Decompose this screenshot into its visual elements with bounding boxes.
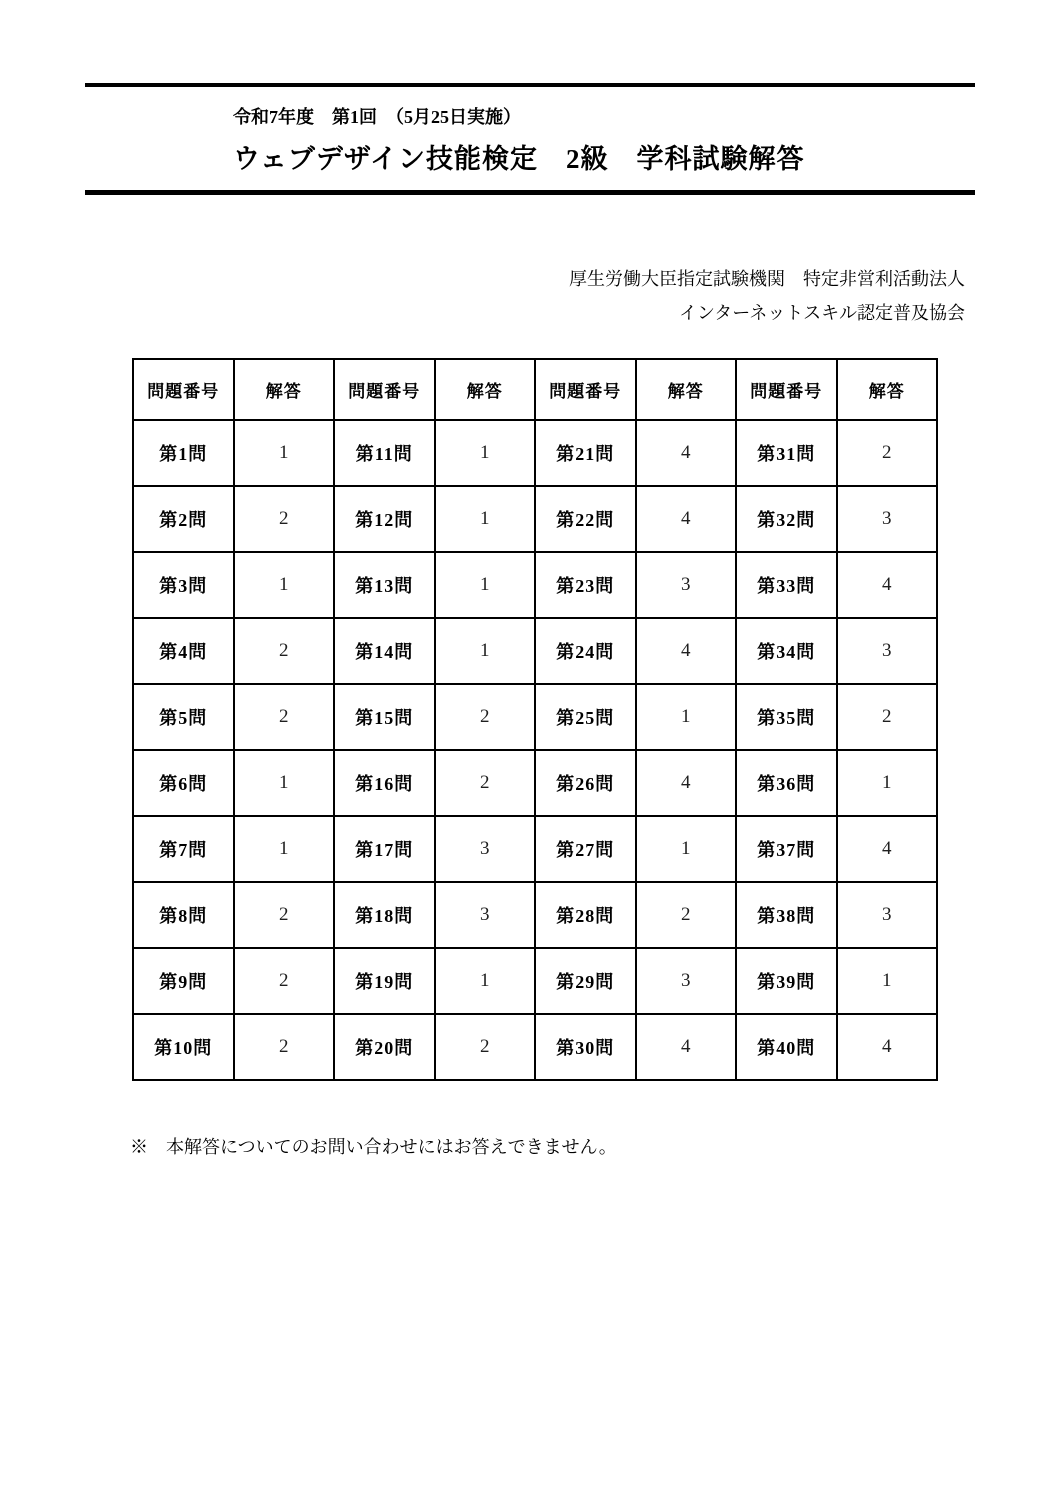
column-header: 問題番号 [535,359,636,420]
answer-cell: 2 [234,486,335,552]
question-number-cell: 第25問 [535,684,636,750]
answer-cell: 2 [234,882,335,948]
page-title: ウェブデザイン技能検定 2級 学科試験解答 [233,144,805,174]
question-number-cell: 第20問 [334,1014,435,1080]
table-row [133,948,937,1014]
column-header: 問題番号 [334,359,435,420]
answer-table [132,358,938,1081]
answer-cell: 3 [837,618,938,684]
table-row [133,882,937,948]
organization-line-1: 厚生労働大臣指定試験機関 特定非営利活動法人 [569,269,965,289]
answer-cell: 3 [435,882,536,948]
answer-cell: 1 [636,816,737,882]
organization-block [569,262,965,330]
question-number-cell: 第8問 [133,882,234,948]
table-header-row [133,359,937,420]
answer-cell: 2 [234,1014,335,1080]
table-row [133,552,937,618]
question-number-cell: 第24問 [535,618,636,684]
answer-cell: 4 [837,1014,938,1080]
answer-cell: 3 [837,486,938,552]
question-number-cell: 第39問 [736,948,837,1014]
question-number-cell: 第27問 [535,816,636,882]
question-number-cell: 第12問 [334,486,435,552]
answer-cell: 4 [636,486,737,552]
answer-cell: 2 [435,684,536,750]
answer-cell: 4 [636,750,737,816]
question-number-cell: 第28問 [535,882,636,948]
question-number-cell: 第22問 [535,486,636,552]
question-number-cell: 第16問 [334,750,435,816]
question-number-cell: 第13問 [334,552,435,618]
question-number-cell: 第1問 [133,420,234,486]
table-row [133,1014,937,1080]
question-number-cell: 第11問 [334,420,435,486]
footnote: ※ 本解答についてのお問い合わせにはお答えできません。 [130,1137,617,1157]
column-header: 解答 [234,359,335,420]
question-number-cell: 第4問 [133,618,234,684]
question-number-cell: 第18問 [334,882,435,948]
table-row [133,618,937,684]
question-number-cell: 第2問 [133,486,234,552]
question-number-cell: 第29問 [535,948,636,1014]
question-number-cell: 第33問 [736,552,837,618]
question-number-cell: 第36問 [736,750,837,816]
top-double-rule [85,83,975,87]
table-row [133,420,937,486]
table-row [133,486,937,552]
answer-cell: 4 [636,618,737,684]
answer-cell: 1 [234,750,335,816]
answer-cell: 1 [234,420,335,486]
answer-cell: 1 [837,948,938,1014]
question-number-cell: 第34問 [736,618,837,684]
answer-cell: 2 [234,948,335,1014]
question-number-cell: 第23問 [535,552,636,618]
column-header: 問題番号 [736,359,837,420]
answer-cell: 3 [435,816,536,882]
answer-cell: 1 [435,618,536,684]
answer-cell: 2 [435,1014,536,1080]
question-number-cell: 第5問 [133,684,234,750]
answer-cell: 2 [636,882,737,948]
table-row [133,816,937,882]
question-number-cell: 第40問 [736,1014,837,1080]
question-number-cell: 第6問 [133,750,234,816]
answer-cell: 2 [837,684,938,750]
question-number-cell: 第38問 [736,882,837,948]
question-number-cell: 第19問 [334,948,435,1014]
answer-cell: 3 [636,948,737,1014]
question-number-cell: 第30問 [535,1014,636,1080]
question-number-cell: 第37問 [736,816,837,882]
question-number-cell: 第31問 [736,420,837,486]
question-number-cell: 第21問 [535,420,636,486]
answer-cell: 1 [636,684,737,750]
answer-cell: 4 [636,1014,737,1080]
table-row [133,684,937,750]
answer-cell: 1 [435,486,536,552]
column-header: 解答 [435,359,536,420]
question-number-cell: 第26問 [535,750,636,816]
header-bottom-rule [85,190,975,195]
answer-cell: 1 [234,816,335,882]
answer-cell: 2 [234,684,335,750]
answer-cell: 2 [234,618,335,684]
answer-cell: 4 [636,420,737,486]
column-header: 解答 [636,359,737,420]
question-number-cell: 第32問 [736,486,837,552]
answer-cell: 4 [837,816,938,882]
answer-cell: 2 [435,750,536,816]
column-header: 問題番号 [133,359,234,420]
question-number-cell: 第10問 [133,1014,234,1080]
question-number-cell: 第35問 [736,684,837,750]
organization-line-2: インターネットスキル認定普及協会 [678,303,965,323]
column-header: 解答 [837,359,938,420]
exam-session-line: 令和7年度 第1回 （5月25日実施） [233,107,521,127]
answer-cell: 3 [837,882,938,948]
question-number-cell: 第9問 [133,948,234,1014]
answer-cell: 1 [234,552,335,618]
answer-cell: 3 [636,552,737,618]
table-row [133,750,937,816]
answer-cell: 1 [435,552,536,618]
question-number-cell: 第14問 [334,618,435,684]
question-number-cell: 第15問 [334,684,435,750]
answer-cell: 4 [837,552,938,618]
question-number-cell: 第3問 [133,552,234,618]
answer-cell: 2 [837,420,938,486]
answer-cell: 1 [435,948,536,1014]
question-number-cell: 第7問 [133,816,234,882]
answer-cell: 1 [837,750,938,816]
answer-cell: 1 [435,420,536,486]
question-number-cell: 第17問 [334,816,435,882]
